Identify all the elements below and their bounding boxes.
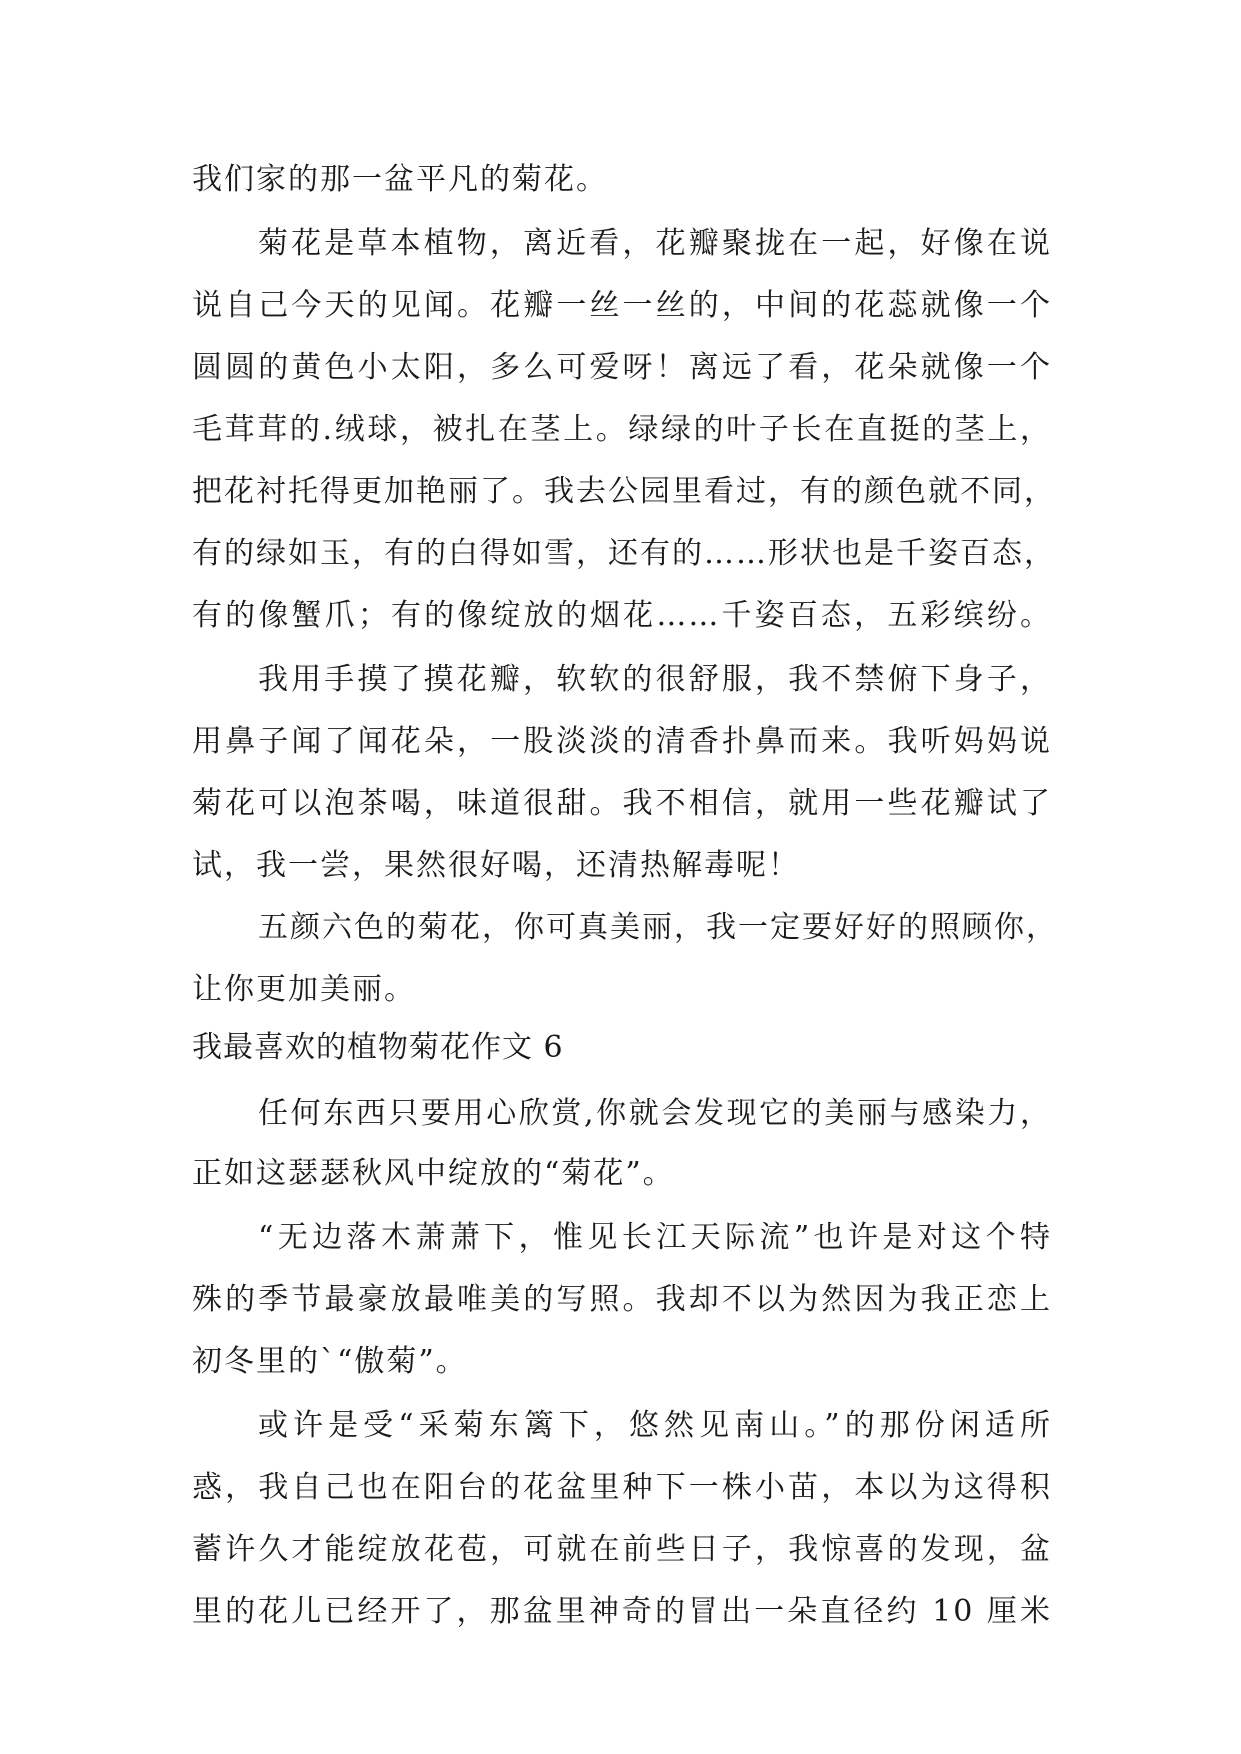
paragraph-line: 里的花儿已经开了，那盆里神奇的冒出一朵直径约 10 厘米 — [192, 1594, 1052, 1629]
paragraph-line: 五颜六色的菊花，你可真美丽，我一定要好好的照顾你， — [258, 910, 1058, 945]
paragraph-line: “无边落木萧萧下，惟见长江天际流”也许是对这个特 — [258, 1220, 1052, 1255]
paragraph-line: 我们家的那一盆平凡的菊花。 — [192, 162, 608, 197]
paragraph-line: 初冬里的`“傲菊”。 — [192, 1344, 468, 1379]
paragraph-line: 菊花是草本植物，离近看，花瓣聚拢在一起，好像在说 — [258, 226, 1052, 261]
paragraph-line: 正如这瑟瑟秋风中绽放的“菊花”。 — [192, 1156, 675, 1191]
paragraph-line: 毛茸茸的.绒球，被扎在茎上。绿绿的叶子长在直挺的茎上， — [192, 412, 1052, 447]
paragraph-line: 说自己今天的见闻。花瓣一丝一丝的，中间的花蕊就像一个 — [192, 288, 1052, 323]
paragraph-line: 让你更加美丽。 — [192, 972, 416, 1007]
paragraph-line: 有的像蟹爪；有的像绽放的烟花……千姿百态，五彩缤纷。 — [192, 598, 1052, 633]
paragraph-line: 我用手摸了摸花瓣，软软的很舒服，我不禁俯下身子， — [258, 662, 1052, 697]
paragraph-line: 有的绿如玉，有的白得如雪，还有的……形状也是千姿百态， — [192, 536, 1056, 571]
paragraph-line: 或许是受“采菊东篱下，悠然见南山。”的那份闲适所 — [258, 1408, 1052, 1443]
paragraph-line: 殊的季节最豪放最唯美的写照。我却不以为然因为我正恋上 — [192, 1282, 1052, 1317]
section-heading: 我最喜欢的植物菊花作文 6 — [192, 1030, 564, 1065]
paragraph-line: 菊花可以泡茶喝，味道很甜。我不相信，就用一些花瓣试了 — [192, 786, 1052, 821]
paragraph-line: 试，我一尝，果然很好喝，还清热解毒呢！ — [192, 848, 800, 883]
paragraph-line: 用鼻子闻了闻花朵，一股淡淡的清香扑鼻而来。我听妈妈说 — [192, 724, 1052, 759]
paragraph-line: 惑，我自己也在阳台的花盆里种下一株小苗，本以为这得积 — [192, 1470, 1052, 1505]
paragraph-line: 蓄许久才能绽放花苞，可就在前些日子，我惊喜的发现，盆 — [192, 1532, 1052, 1567]
paragraph-line: 把花衬托得更加艳丽了。我去公园里看过，有的颜色就不同， — [192, 474, 1056, 509]
paragraph-line: 圆圆的黄色小太阳，多么可爱呀！离远了看，花朵就像一个 — [192, 350, 1052, 385]
paragraph-line: 任何东西只要用心欣赏,你就会发现它的美丽与感染力， — [258, 1096, 1052, 1131]
